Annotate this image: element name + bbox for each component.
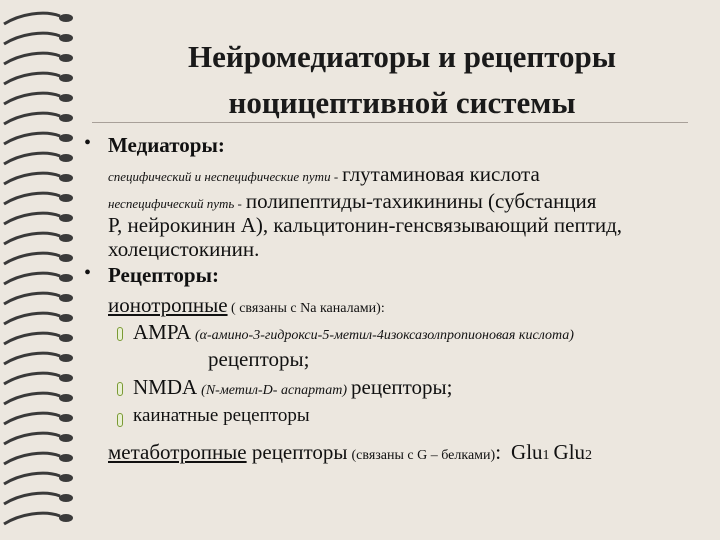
row2-text: полипептиды-тахикинины (субстанция	[245, 189, 597, 213]
spiral-coil	[4, 233, 60, 244]
bullet-dot: •	[84, 262, 92, 284]
spiral-hole	[59, 14, 73, 22]
spiral-hole	[59, 234, 73, 242]
ampa-name: АМРА	[133, 320, 191, 344]
row1-text: глутаминовая кислота	[342, 162, 540, 186]
spiral-hole	[59, 414, 73, 422]
spiral-hole	[59, 74, 73, 82]
metabotropic-row	[108, 440, 592, 465]
ampa-cont: рецепторы;	[208, 347, 310, 371]
spiral-hole	[59, 334, 73, 342]
mediators-heading: Медиаторы:	[108, 133, 225, 157]
spiral-hole	[59, 254, 73, 262]
mediators-row-2	[108, 189, 596, 214]
slide-title	[92, 34, 712, 126]
spiral-coil	[4, 133, 60, 144]
spiral-coil	[4, 213, 60, 224]
spiral-coil	[4, 433, 60, 444]
spiral-coil	[4, 513, 60, 524]
spiral-hole	[59, 174, 73, 182]
spiral-coil	[4, 253, 60, 264]
spiral-hole	[59, 274, 73, 282]
nmda-row	[133, 375, 453, 400]
nmda-desc: (N-метил-D- аспартат)	[201, 383, 348, 398]
receptors-heading: Рецепторы:	[108, 263, 219, 287]
spiral-hole	[59, 34, 73, 42]
glu1	[511, 440, 550, 464]
row1-italic: специфический и неспецифические пути -	[108, 169, 339, 184]
ionotropic-note: ( связаны с Na каналами):	[227, 301, 385, 316]
spiral-coil	[4, 293, 60, 304]
mediators-row-1	[108, 162, 540, 187]
spiral-hole	[59, 434, 73, 442]
spiral-coil	[4, 353, 60, 364]
spiral-coil	[4, 333, 60, 344]
spiral-coil	[4, 453, 60, 464]
spiral-hole	[59, 194, 73, 202]
title-line-1: Нейромедиаторы и рецепторы	[188, 39, 616, 74]
spiral-coil	[4, 273, 60, 284]
spiral-coil	[4, 413, 60, 424]
nmda-name: NMDA	[133, 375, 198, 399]
glu1-base: Glu	[511, 440, 543, 464]
spiral-coil	[4, 173, 60, 184]
spiral-coil	[4, 53, 60, 64]
spiral-hole	[59, 494, 73, 502]
ampa-row	[133, 320, 574, 345]
spiral-hole	[59, 474, 73, 482]
spiral-coil	[4, 13, 60, 24]
spiral-hole	[59, 354, 73, 362]
metabotropic-colon: :	[495, 440, 502, 464]
glu2	[554, 440, 593, 464]
ampa-desc: (α-амино-3-гидрокси-5-метил-4изоксазолпропионовая кислота)	[195, 328, 574, 343]
spiral-coil	[4, 153, 60, 164]
spiral-hole	[59, 314, 73, 322]
sub-bullet-icon	[117, 382, 123, 396]
metabotropic-label: метаботропные	[108, 440, 247, 464]
spiral-hole	[59, 134, 73, 142]
spiral-hole	[59, 294, 73, 302]
sub-bullet-icon	[117, 327, 123, 341]
spiral-hole	[59, 514, 73, 522]
spiral-coil	[4, 313, 60, 324]
nmda-cont: рецепторы;	[351, 375, 453, 399]
ionotropic-label: ионотропные	[108, 293, 228, 317]
spiral-coil	[4, 33, 60, 44]
mediators-row-3: Р, нейрокинин А), кальцитонин-генсвязывающий пептид,	[108, 213, 623, 237]
spiral-hole	[59, 54, 73, 62]
spiral-coil	[4, 373, 60, 384]
spiral-hole	[59, 154, 73, 162]
metabotropic-note: (связаны с G – белками)	[351, 448, 496, 463]
spiral-hole	[59, 214, 73, 222]
spiral-coil	[4, 93, 60, 104]
title-divider	[92, 122, 688, 123]
spiral-coil	[4, 393, 60, 404]
spiral-hole	[59, 114, 73, 122]
metabotropic-text: рецепторы	[246, 440, 348, 464]
spiral-binding	[0, 0, 82, 540]
spiral-hole	[59, 394, 73, 402]
kainate-row: каинатные рецепторы	[133, 405, 310, 426]
glu2-sub: 2	[585, 448, 593, 463]
bullet-dot: •	[84, 132, 92, 154]
title-line-2: ноцицептивной системы	[228, 85, 576, 120]
mediators-row-4: холецистокинин.	[108, 237, 260, 261]
ionotropic-row	[108, 293, 385, 318]
spiral-coil	[4, 473, 60, 484]
spiral-coil	[4, 193, 60, 204]
sub-bullet-icon	[117, 413, 123, 427]
glu2-base: Glu	[553, 440, 586, 464]
spiral-coil	[4, 113, 60, 124]
row2-italic: неспецифический путь -	[108, 196, 242, 211]
spiral-coil	[4, 73, 60, 84]
glu1-sub: 1	[542, 448, 550, 463]
spiral-hole	[59, 94, 73, 102]
spiral-coil	[4, 493, 60, 504]
spiral-hole	[59, 454, 73, 462]
spiral-hole	[59, 374, 73, 382]
